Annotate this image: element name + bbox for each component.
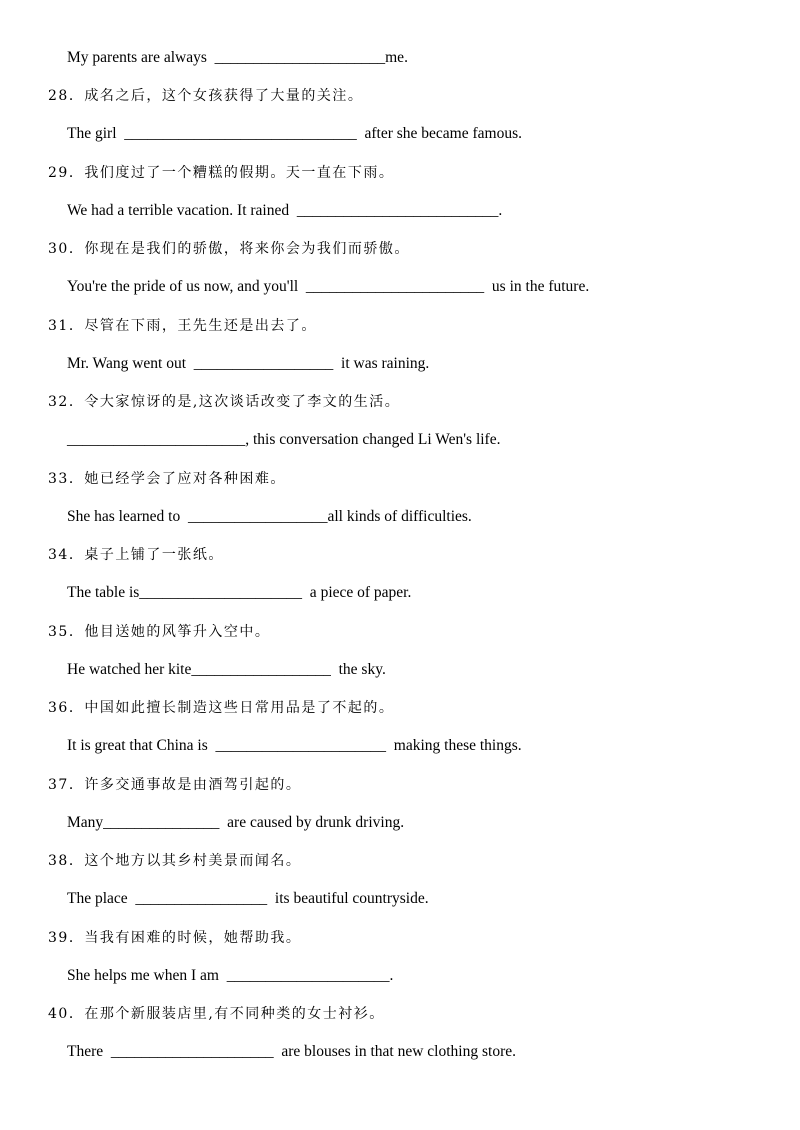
answer-line-29: We had a terrible vacation. It rained __________________________. [67, 202, 503, 219]
answer-line-37: Many_______________ are caused by drunk driving. [67, 814, 405, 831]
question-29-prompt: 29．我们度过了一个糟糕的假期。天一直在下雨。 [48, 165, 395, 181]
answer-line-35: He watched her kite__________________ the sky. [67, 661, 386, 678]
answer-line-30: You're the pride of us now, and you'll _______________________ us in the future. [67, 278, 590, 295]
answer-line-40: There _____________________ are blouses in that new clothing store. [67, 1043, 516, 1060]
answer-line-38: The place _________________ its beautiful countryside. [67, 890, 429, 907]
question-39-prompt: 39．当我有困难的时候，她帮助我。 [48, 930, 302, 946]
question-30-prompt: 30．你现在是我们的骄傲，将来你会为我们而骄傲。 [48, 241, 410, 257]
question-32-prompt: 32．令大家惊讶的是,这次谈话改变了李文的生活。 [48, 394, 401, 410]
answer-line-31: Mr. Wang went out __________________ it was raining. [67, 355, 430, 372]
question-34-prompt: 34．桌子上铺了一张纸。 [48, 547, 224, 563]
question-33-prompt: 33．她已经学会了应对各种困难。 [48, 471, 286, 487]
question-35-prompt: 35．他目送她的风筝升入空中。 [48, 624, 271, 640]
answer-line-28: The girl ______________________________ after she became famous. [67, 125, 523, 142]
question-31-prompt: 31．尽管在下雨，王先生还是出去了。 [48, 318, 317, 334]
answer-line-32: _______________________, this conversation changed Li Wen's life. [67, 431, 501, 448]
answer-line-34: The table is_____________________ a piece of paper. [67, 584, 412, 601]
answer-line-39: She helps me when I am _____________________. [67, 967, 394, 984]
question-28-prompt: 28．成名之后，这个女孩获得了大量的关注。 [48, 88, 364, 104]
question-40-prompt: 40．在那个新服装店里,有不同种类的女士衬衫。 [48, 1006, 385, 1022]
answer-line-33: She has learned to __________________all kinds of difficulties. [67, 508, 472, 525]
question-37-prompt: 37．许多交通事故是由酒驾引起的。 [48, 777, 302, 793]
question-36-prompt: 36．中国如此擅长制造这些日常用品是了不起的。 [48, 700, 395, 716]
question-38-prompt: 38．这个地方以其乡村美景而闻名。 [48, 853, 302, 869]
answer-line-36: It is great that China is ______________________ making these things. [67, 737, 522, 754]
answer-line-27: My parents are always ______________________me. [67, 49, 408, 66]
